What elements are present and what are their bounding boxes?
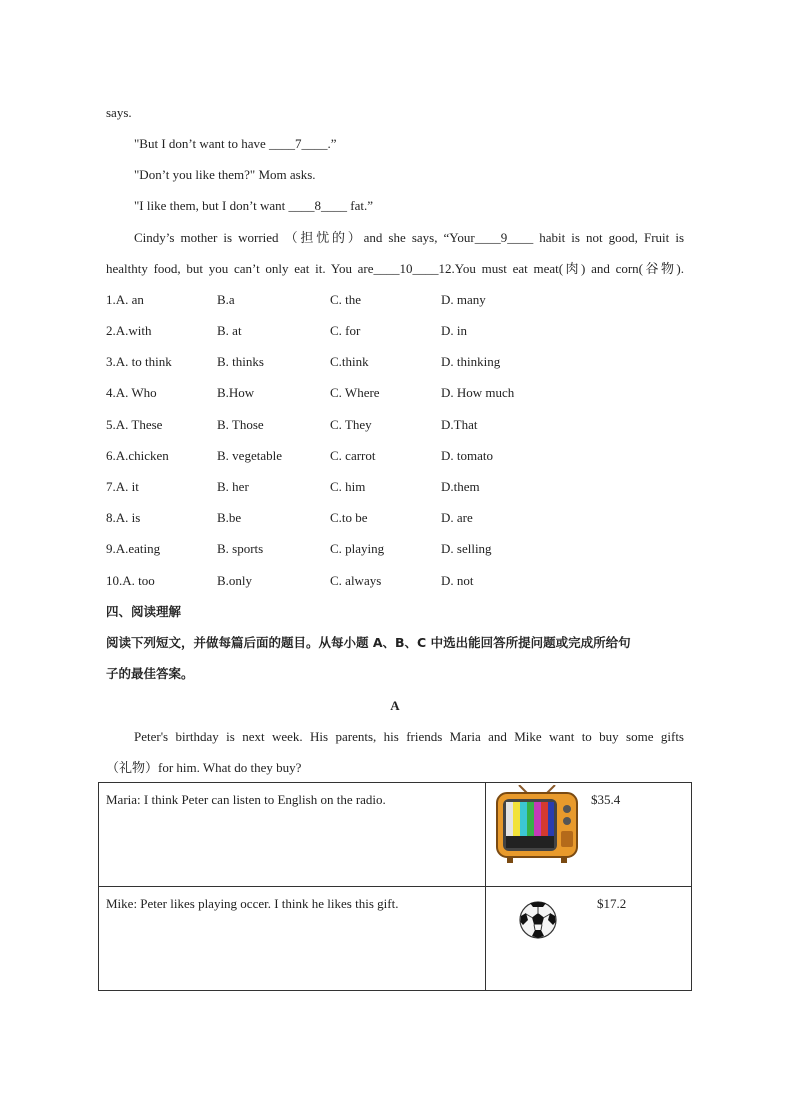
option-row <box>106 384 706 402</box>
option-c: C.to be <box>330 510 368 525</box>
option-a: 5.A. These <box>106 417 163 432</box>
option-row <box>106 572 706 590</box>
option-b: B. thinks <box>217 354 264 369</box>
passage-line-6: healthty food, but you can’t only eat it. You are____10____12.You must eat meat(肉) and corn(谷物). <box>106 261 684 276</box>
option-a: 2.A.with <box>106 323 152 338</box>
option-b: B. her <box>217 479 249 494</box>
option-d: D. tomato <box>441 448 493 463</box>
option-d: D. selling <box>441 541 492 556</box>
option-c: C. playing <box>330 541 385 556</box>
option-c: C. They <box>330 417 372 432</box>
option-d: D. in <box>441 323 467 338</box>
option-row <box>106 322 706 340</box>
passage-line-5: Cindy’s mother is worried （担忧的）and she says, “Your____9____ habit is not good, Fruit is <box>134 230 684 245</box>
option-row <box>106 540 706 558</box>
option-row <box>106 416 706 434</box>
option-d: D. How much <box>441 385 515 400</box>
option-a: 7.A. it <box>106 479 139 494</box>
tv-icon <box>495 785 579 865</box>
option-d: D. many <box>441 292 486 307</box>
table-row <box>99 783 692 887</box>
option-a: 8.A. is <box>106 510 141 525</box>
option-d: D. thinking <box>441 354 501 369</box>
passage-line-3: "Don’t you like them?" Mom asks. <box>134 167 316 182</box>
option-b: B. Those <box>217 417 264 432</box>
option-d: D.That <box>441 417 478 432</box>
option-b: B.How <box>217 385 255 400</box>
option-c: C. carrot <box>330 448 376 463</box>
option-b: B.only <box>217 573 253 588</box>
option-b: B.a <box>217 292 235 307</box>
option-row <box>106 447 706 465</box>
option-b: B. at <box>217 323 242 338</box>
option-row <box>106 509 706 527</box>
option-c: C. Where <box>330 385 380 400</box>
option-b: B. vegetable <box>217 448 282 463</box>
gift-table <box>98 782 692 991</box>
passage-line-2: "But I don’t want to have ____7____.” <box>134 136 337 151</box>
section-heading: 四、阅读理解 <box>106 604 182 619</box>
option-row <box>106 478 706 496</box>
option-a: 10.A. too <box>106 573 155 588</box>
intro-line-1: Peter's birthday is next week. His parents, his friends Maria and Mike want to buy some gifts <box>134 729 684 744</box>
gift-price: $35.4 <box>591 792 621 807</box>
passage-line-4: "I like them, but I don’t want ____8____ fat.” <box>134 198 374 213</box>
gift-image-cell <box>486 783 692 887</box>
table-row <box>99 887 692 991</box>
option-a: 4.A. Who <box>106 385 157 400</box>
gift-description: Maria: I think Peter can listen to English on the radio. <box>99 783 486 887</box>
option-c: C. him <box>330 479 366 494</box>
option-b: B. sports <box>217 541 264 556</box>
option-c: C. for <box>330 323 361 338</box>
soccer-ball-icon <box>518 900 558 940</box>
option-c: C. the <box>330 292 362 307</box>
passage-line-1: says. <box>106 105 132 120</box>
option-a: 1.A. an <box>106 292 144 307</box>
option-d: D. not <box>441 573 474 588</box>
gift-image-cell <box>486 887 692 991</box>
option-c: C. always <box>330 573 382 588</box>
section-instruction-line-2: 子的最佳答案。 <box>106 666 194 681</box>
part-label: A <box>390 698 400 713</box>
option-a: 3.A. to think <box>106 354 172 369</box>
option-d: D.them <box>441 479 480 494</box>
section-instruction-line-1: 阅读下列短文，并做每篇后面的题目。从每小题 A、B、C 中选出能回答所提问题或完成所给句 <box>106 635 631 650</box>
intro-line-2: （礼物）for him. What do they buy? <box>106 760 302 775</box>
option-c: C.think <box>330 354 369 369</box>
option-d: D. are <box>441 510 473 525</box>
option-b: B.be <box>217 510 242 525</box>
gift-price: $17.2 <box>597 896 627 911</box>
option-a: 6.A.chicken <box>106 448 169 463</box>
option-row <box>106 353 706 371</box>
option-row <box>106 291 706 309</box>
option-a: 9.A.eating <box>106 541 161 556</box>
gift-description: Mike: Peter likes playing occer. I think he likes this gift. <box>99 887 486 991</box>
